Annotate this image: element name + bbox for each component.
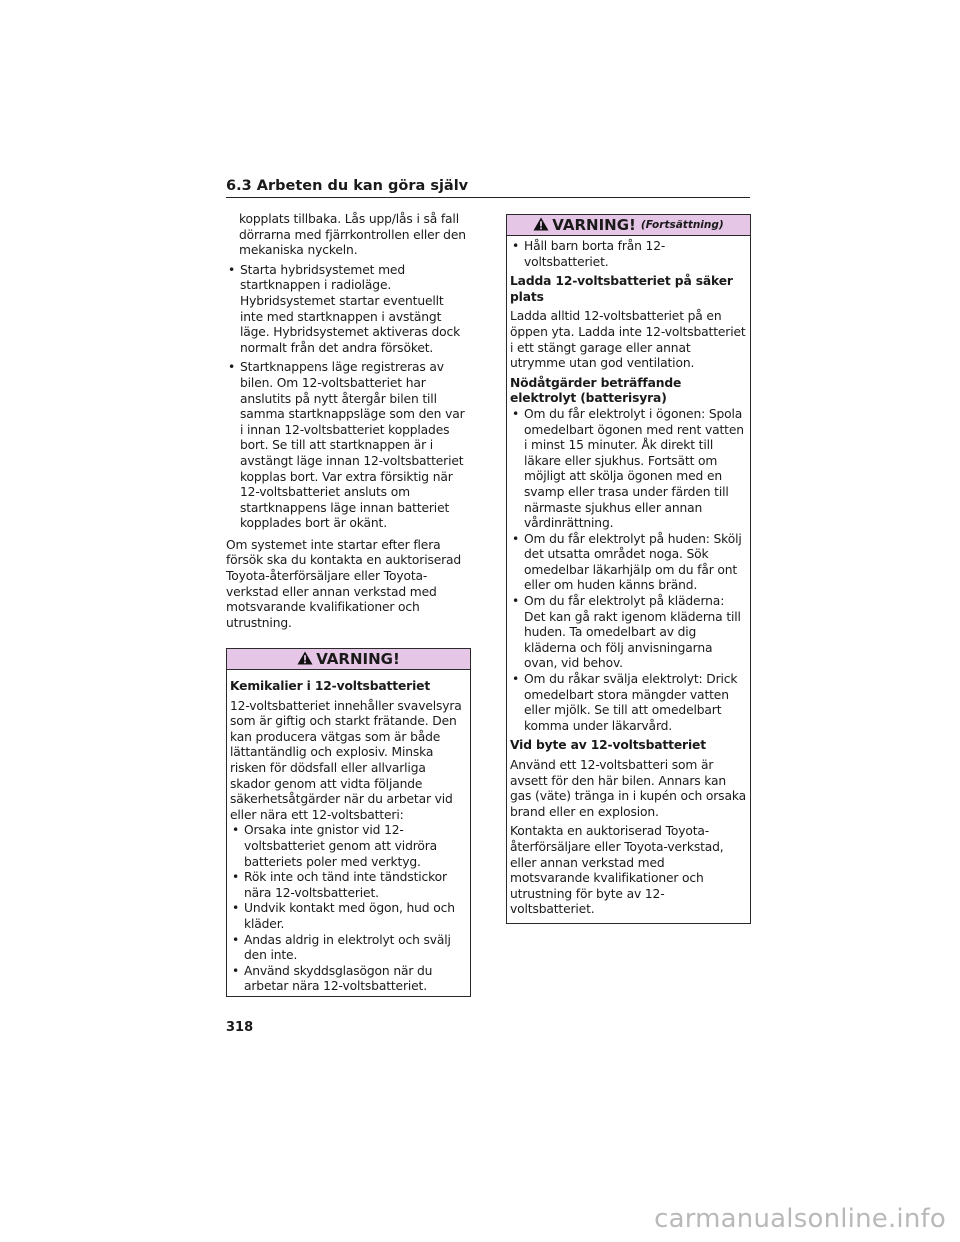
warning-header (507, 215, 750, 236)
list-item (510, 594, 746, 672)
list-item-text: Om du råkar svälja elektrolyt: Drick omedelbart stora mängder vatten eller mjölk. Se till att omedelbart komma under läkarvård. (524, 672, 738, 733)
list-item-text: Andas aldrig in elektrolyt och svälj den inte. (244, 932, 451, 963)
page-number: 318 (226, 1020, 254, 1035)
warning-title: VARNING! (316, 650, 400, 668)
warning-heading: Ladda 12-voltsbatteriet på säker plats (510, 274, 733, 304)
list-item-text: Undvik kontakt med ögon, hud och kläder. (244, 901, 455, 931)
list-item-text: Rök inte och tänd inte tändstickor nära 12-voltsbatteriet. (244, 870, 447, 900)
warning-heading: Nödåtgärder beträffande elektrolyt (batterisyra) (510, 375, 682, 406)
list-item (230, 823, 466, 870)
list-item-text: Starta hybridsystemet med startknappen i radioläge. Hybridsystemet startar eventuellt inte med startknappen i avstängt läge. Hybridsystemet aktiveras dock normalt från det andra försöket. (240, 262, 461, 355)
warning-box-continued (506, 214, 751, 924)
list-item-text: Om du får elektrolyt på huden: Skölj det utsatta området noga. Sök omedelbar läkarhjälp om du får ont eller om huden känns bränd. (524, 531, 742, 593)
list-item-text: Använd skyddsglasögon när du arbetar nära 12-voltsbatteriet. (244, 963, 433, 994)
left-column (226, 212, 466, 635)
list-item-text: Håll barn borta från 12-voltsbatteriet. (524, 239, 666, 269)
warning-text: Kontakta en auktoriserad Toyota-återförsäljare eller Toyota-verkstad, eller annan verkstad med motsvarande kvalifikationer och utrustning för byte av 12-voltsbatteriet. (510, 824, 724, 917)
list-item (510, 532, 746, 594)
list-item-text: Startknappens läge registreras av bilen. Om 12-voltsbatteriet har anslutits på nytt återgår bilen till samma startknappsläge som den var i innan 12-voltsbatteriet kopplades bort. Se till att startknappen är i avstängt läge innan 12-voltsbatteriet kopplas bort. Var extra försiktig när 12-voltsbatteriet ansluts om startknappens läge innan batteriet kopplades bort är okänt. (240, 360, 465, 531)
paragraph: Om systemet inte startar efter flera försök ska du kontakta en auktoriserad Toyota-återförsäljare eller Toyota-verkstad eller annan verkstad med motsvarande kvalifikationer och utrustning. (226, 537, 462, 630)
list-item-text: Om du får elektrolyt i ögonen: Spola omedelbart ögonen med rent vatten i minst 15 minuter. Åk direkt till läkare eller sjukhus. Fortsätt om möjligt att skölja ögonen med en svamp eller trasa under färden till närmaste sjukhus eller annan vårdinrättning. (524, 406, 744, 531)
warning-title: VARNING! (552, 216, 636, 234)
warning-box (226, 648, 471, 997)
warning-text: Ladda alltid 12-voltsbatteriet på en öppen yta. Ladda inte 12-voltsbatteriet i ett stängt garage eller annat utrymme utan god ventilation. (510, 309, 746, 371)
list-item-text: Om du får elektrolyt på kläderna: Det kan gå rakt igenom kläderna till huden. Ta omedelbart av dig kläderna och följ anvisningarna ovan, vid behov. (524, 594, 741, 671)
warning-heading: Vid byte av 12-voltsbatteriet (510, 738, 706, 753)
warning-triangle-icon (297, 650, 313, 669)
list-item (230, 964, 466, 995)
warning-body (507, 236, 750, 926)
warning-text: Använd ett 12-voltsbatteri som är avsett för den här bilen. Annars kan gas (väte) tränga in i kupén och orsaka brand eller en explosion. (510, 758, 746, 819)
watermark: carmanualsonline.info (654, 1204, 946, 1234)
warning-subtitle: (Fortsättning) (640, 219, 724, 231)
section-header: 6.3 Arbeten du kan göra själv (226, 178, 750, 198)
list-item (230, 933, 466, 964)
list-item (230, 901, 466, 932)
continued-text: kopplats tillbaka. Lås upp/lås i så fall dörrarna med fjärrkontrollen eller den mekaniska nyckeln. (239, 212, 466, 258)
list-item (226, 360, 466, 532)
list-item (230, 870, 466, 901)
warning-text: 12-voltsbatteriet innehåller svavelsyra som är giftig och starkt frätande. Den kan producera vätgas som är både lättantändlig och explosiv. Minska risken för dödsfall eller allvarliga skador genom att vidta följande säkerhetsåtgärder när du arbetar vid eller nära ett 12-voltsbatteri: (230, 698, 462, 822)
list-item (510, 672, 746, 734)
warning-header (227, 649, 470, 670)
list-item (510, 239, 746, 270)
warning-body (227, 670, 470, 999)
warning-triangle-icon (533, 216, 549, 235)
list-item-text: Orsaka inte gnistor vid 12-voltsbatteriet genom att vidröra batteriets poler med verktyg. (244, 823, 438, 869)
list-item (510, 407, 746, 532)
list-item (226, 263, 466, 357)
warning-heading: Kemikalier i 12-voltsbatteriet (230, 679, 431, 693)
